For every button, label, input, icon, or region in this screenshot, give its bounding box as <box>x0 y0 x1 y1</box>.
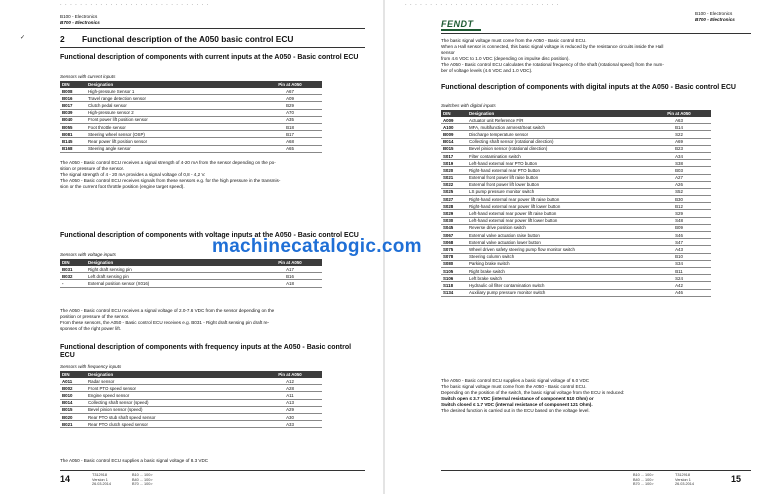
table-row <box>441 224 711 231</box>
table-row <box>441 282 711 289</box>
voltage-inputs-table <box>60 259 322 288</box>
cell-designation: Left brake switch <box>467 275 647 282</box>
footer-line: B70 ... 100> <box>633 482 654 487</box>
cell-pin: A43 <box>647 246 711 253</box>
cell-pin: A35 <box>258 116 322 123</box>
cell-pin: A17 <box>258 266 322 273</box>
paragraph-line: Depending on the position of the switch, the basic signal voltage from the ECU is reduced: <box>441 390 625 395</box>
table-row <box>441 260 711 267</box>
cell-din: S029 <box>441 210 467 217</box>
cell-din: S027 <box>441 196 467 203</box>
cell-din: B017 <box>60 102 86 109</box>
cell-pin: B30 <box>647 196 711 203</box>
cell-pin: A18 <box>258 280 322 287</box>
cell-designation: Right-hand external rear PTO button <box>467 167 647 174</box>
paragraph-line: Switch closed ≤ 1.7 VDC (internal resistance of component 121 Ohm). <box>441 402 593 407</box>
footer-line: Version 1 <box>92 477 108 482</box>
cell-designation: Auxiliary pump pressure monitor switch <box>467 289 647 296</box>
current-inputs-table <box>60 81 322 153</box>
cell-designation: Travel range detection sensor <box>86 95 258 102</box>
cell-din: S078 <box>441 253 467 260</box>
cell-din: B014 <box>441 138 467 145</box>
cell-din: S020 <box>441 167 467 174</box>
cell-din: S134 <box>441 289 467 296</box>
cell-din: S019 <box>441 160 467 167</box>
page-number: 15 <box>731 474 742 484</box>
cell-pin: A26 <box>647 181 711 188</box>
footer-line: B10 ... 100> <box>132 473 153 477</box>
cell-din: S105 <box>441 267 467 274</box>
cell-din: B039 <box>60 109 86 116</box>
table-row <box>60 109 322 116</box>
table-row <box>441 203 711 210</box>
table-row <box>60 385 322 392</box>
table-row <box>441 124 711 131</box>
cell-pin: B17 <box>258 131 322 138</box>
cell-designation: MFA, multifunction armrest/Seat switch <box>467 124 647 131</box>
cell-pin: S46 <box>647 232 711 239</box>
frequency-inputs-text: The A050 - Basic control ECU supplies a basic signal voltage of 8.3 VDC <box>60 458 209 463</box>
cell-designation: Left-hand external rear PTO button <box>467 160 647 167</box>
cell-din: B168 <box>60 145 86 152</box>
paragraph-line: The A050 - Basic control ECU receives a signal voltage of 2.0-7.6 VDC from the sensor depending on the <box>60 308 275 313</box>
cell-designation: Actuator unit Reference F/R <box>467 117 647 124</box>
header-line: B700 - Electronics <box>695 17 735 22</box>
cell-designation: Rear PTO stub shaft speed sensor <box>86 413 258 420</box>
cell-pin: A09 <box>258 95 322 102</box>
cell-designation: High-pressure sensor 2 <box>86 109 258 116</box>
chapter-title: Functional description of the A050 basic control ECU <box>82 34 294 44</box>
col-din: DIN <box>441 110 467 117</box>
cell-pin: A27 <box>647 174 711 181</box>
table-header-row <box>60 259 322 266</box>
cell-designation: External front power lift lower button <box>467 181 647 188</box>
cell-designation: Collecting shaft sensor (rotational direction) <box>467 138 647 145</box>
cell-pin: A33 <box>258 421 322 428</box>
cell-pin: B03 <box>647 167 711 174</box>
cell-din: S118 <box>441 282 467 289</box>
cell-din: B009 <box>441 131 467 138</box>
cell-designation: Front power lift position sensor <box>86 116 258 123</box>
footer-line: 26.03.2014 <box>92 482 112 487</box>
cell-din: B145 <box>60 138 86 145</box>
cell-din: B008 <box>60 88 86 95</box>
paragraph-line: The desired function is carried out in the ECU based on the voltage level. <box>441 408 590 413</box>
col-pin: Pin at A050 <box>647 110 711 117</box>
cell-designation: Rear power lift position sensor <box>86 138 258 145</box>
section-heading-voltage: Functional description of components with voltage inputs at the A050 - Basic control ECU <box>60 232 359 239</box>
header-line: B100 - Electronics <box>60 14 98 19</box>
table-row <box>60 138 322 145</box>
table-row <box>441 217 711 224</box>
cell-pin: A68 <box>258 138 322 145</box>
cell-din: B014 <box>60 399 86 406</box>
table-row <box>60 378 322 385</box>
table-caption: Sensors with current inputs <box>60 74 116 79</box>
cell-pin: S38 <box>647 160 711 167</box>
cell-din: S025 <box>441 188 467 195</box>
table-row <box>60 123 322 130</box>
table-row <box>441 289 711 296</box>
cell-designation: Steering wheel sensor (OSP) <box>86 131 258 138</box>
table-row <box>441 160 711 167</box>
cell-designation: Foot throttle sensor <box>86 123 258 130</box>
header-line: B100 - Electronics <box>695 11 733 16</box>
cell-designation: Collecting shaft sensor (speed) <box>86 399 258 406</box>
cell-din: S017 <box>441 152 467 159</box>
hall-sensor-text <box>441 38 756 74</box>
cell-din: B040 <box>60 116 86 123</box>
paragraph-line: When a Hall sensor is connected, this basic signal voltage is reduced by the resistance circuits inside the Hall <box>441 44 664 49</box>
right-header <box>695 11 735 23</box>
table-caption: Switches with digital inputs <box>441 103 496 108</box>
table-header-row <box>441 110 711 117</box>
cell-designation: Steering column switch <box>467 253 647 260</box>
footer-line: T312918 <box>675 473 690 477</box>
col-pin: Pin at A050 <box>258 81 322 88</box>
cell-din: - <box>60 280 86 287</box>
cell-pin: B14 <box>647 124 711 131</box>
logo-bar <box>441 29 481 31</box>
cell-designation: External position sensor (X016) <box>86 280 258 287</box>
cell-designation: High-pressure Sensor 1 <box>86 88 258 95</box>
paragraph-line: sensor <box>441 50 455 55</box>
cell-pin: S22 <box>647 131 711 138</box>
page-number: 14 <box>60 474 71 484</box>
cell-din: S067 <box>441 232 467 239</box>
cell-designation: Clutch pedal sensor <box>86 102 258 109</box>
paragraph-line: sion or the current foot throttle position (engine target speed). <box>60 184 185 189</box>
section-heading-digital: Functional description of components with digital inputs at the A050 - Basic control ECU <box>441 84 736 91</box>
cell-pin: B23 <box>647 145 711 152</box>
digital-inputs-table <box>441 110 711 297</box>
table-row <box>60 392 322 399</box>
cell-designation: Filter contamination switch <box>467 152 647 159</box>
cell-din: S028 <box>441 203 467 210</box>
frequency-inputs-table <box>60 371 322 428</box>
paragraph-line: The A050 - Basic control ECU calculates the rotational frequency of the shaft (rotational speed) from the num- <box>441 62 664 67</box>
cell-pin: S47 <box>647 239 711 246</box>
page-marker-icon: ✓ <box>20 35 26 41</box>
col-pin: Pin at A050 <box>258 371 322 378</box>
paragraph-line: The basic signal voltage must come from the A050 - Basic control ECU. <box>441 38 587 43</box>
cell-din: B020 <box>60 413 86 420</box>
cell-din: B021 <box>60 421 86 428</box>
cell-designation: Right draft sensing pin <box>86 266 258 273</box>
cell-designation: Engine speed sensor <box>86 392 258 399</box>
cell-pin: S29 <box>647 210 711 217</box>
table-row <box>60 273 322 280</box>
table-row <box>60 399 322 406</box>
footer-line: B40 ... 100> <box>132 477 153 482</box>
footer-rule <box>441 470 751 471</box>
paragraph-line: The A050 - Basic control ECU receives a signal strength of 4-20 mA from the sensor depending on the po- <box>60 160 276 165</box>
table-caption: Sensors with voltage inputs <box>60 252 116 257</box>
cell-pin: B18 <box>258 123 322 130</box>
col-din: DIN <box>60 259 86 266</box>
cell-din: A011 <box>60 378 86 385</box>
col-designation: Designation <box>467 110 647 117</box>
cell-din: B015 <box>441 145 467 152</box>
table-row <box>441 181 711 188</box>
cell-pin: A65 <box>258 145 322 152</box>
paragraph-line: position or pressure of the sensor. <box>60 314 130 319</box>
footer-line: T312918 <box>92 473 107 477</box>
cell-designation: Left-hand external rear power lift lower button <box>467 217 647 224</box>
table-row <box>60 413 322 420</box>
table-row <box>441 131 711 138</box>
chapter-heading <box>60 34 293 44</box>
table-row <box>60 116 322 123</box>
cell-pin: A12 <box>258 378 322 385</box>
header-rule <box>60 28 365 29</box>
table-row <box>441 210 711 217</box>
cell-pin: S34 <box>647 260 711 267</box>
paragraph-line: The A050 - Basic control ECU receives signals from these sensors e.g. for the high pressure in the transmis- <box>60 178 281 183</box>
cell-designation: Parking brake switch <box>467 260 647 267</box>
table-row <box>441 232 711 239</box>
cell-pin: A11 <box>258 392 322 399</box>
cell-din: S068 <box>441 239 467 246</box>
cell-designation: External front power lift raise button <box>467 174 647 181</box>
cell-pin: B29 <box>258 102 322 109</box>
paragraph-line: The A050 - Basic control ECU supplies a basic signal voltage of 6.0 VDC <box>441 378 590 383</box>
cell-pin: A13 <box>258 399 322 406</box>
cell-pin: B11 <box>647 267 711 274</box>
cell-pin: A70 <box>258 109 322 116</box>
table-row <box>441 145 711 152</box>
cell-din: S106 <box>441 275 467 282</box>
watermark: machinecatalogic.com <box>212 236 422 257</box>
section-heading-frequency: Functional description of components with frequency inputs at the A050 - Basic control ECU <box>60 344 352 360</box>
cell-designation: Right-hand external rear power lift lower button <box>467 203 647 210</box>
paragraph-line: From these sensors, the A050 - Basic control ECU receives e.g. B031 - Right draft sensing pin draft re- <box>60 320 270 325</box>
footer-models <box>132 473 153 487</box>
table-row <box>60 131 322 138</box>
table-row <box>441 167 711 174</box>
table-row <box>60 102 322 109</box>
col-pin: Pin at A050 <box>258 259 322 266</box>
cell-pin: A42 <box>647 282 711 289</box>
chapter-number: 2 <box>60 34 65 44</box>
table-row <box>60 421 322 428</box>
cell-pin: A30 <box>258 413 322 420</box>
table-row <box>441 138 711 145</box>
table-row <box>60 88 322 95</box>
table-row <box>60 95 322 102</box>
cell-din: S030 <box>441 217 467 224</box>
cell-pin: A67 <box>258 88 322 95</box>
table-row <box>60 266 322 273</box>
cell-designation: Bevel pinion sensor (speed) <box>86 406 258 413</box>
table-header-row <box>60 371 322 378</box>
table-row <box>441 253 711 260</box>
footer-line: B70 ... 100> <box>132 482 153 487</box>
paragraph-line: The basic signal voltage must come from the A050 - Basic control ECU. <box>441 384 587 389</box>
footer-line: B10 ... 100> <box>633 473 654 477</box>
cell-designation: Wheel driven safety steering pump flow monitor switch <box>467 246 647 253</box>
cell-pin: S48 <box>647 217 711 224</box>
cell-designation: Left draft sensing pin <box>86 273 258 280</box>
cell-pin: A28 <box>258 385 322 392</box>
digital-inputs-text <box>441 378 756 414</box>
cell-pin: B12 <box>647 203 711 210</box>
cell-designation: Radar sensor <box>86 378 258 385</box>
fendt-logo-icon: FENDT <box>441 19 474 29</box>
cell-designation: Left-hand external rear power lift raise button <box>467 210 647 217</box>
paragraph-line: The signal strength of 4 - 20 mA provides a signal voltage of 0,8 - 4,2 V. <box>60 172 206 177</box>
table-row <box>60 145 322 152</box>
cell-designation: Right-hand external rear power lift raise button <box>467 196 647 203</box>
cell-din: A009 <box>441 117 467 124</box>
cell-designation: Discharge temperature sensor <box>467 131 647 138</box>
cell-din: S022 <box>441 181 467 188</box>
cell-pin: A69 <box>647 138 711 145</box>
cell-din: B055 <box>60 123 86 130</box>
paragraph-line: from 4.6 VDC to 1.0 VDC (depending on impulse disc position). <box>441 56 570 61</box>
cell-pin: A29 <box>258 406 322 413</box>
cell-pin: A46 <box>647 289 711 296</box>
current-inputs-text <box>60 160 370 190</box>
col-designation: Designation <box>86 371 258 378</box>
table-row <box>441 196 711 203</box>
cell-designation: Bevel pinion sensor (rotational direction) <box>467 145 647 152</box>
table-row <box>441 275 711 282</box>
cell-din: B016 <box>60 95 86 102</box>
cell-din: S021 <box>441 174 467 181</box>
cell-designation: External valve actuation lower button <box>467 239 647 246</box>
left-header <box>60 14 100 26</box>
cell-designation: Reverse drive position switch <box>467 224 647 231</box>
col-din: DIN <box>60 81 86 88</box>
section-heading-current: Functional description of components with current inputs at the A050 - Basic control ECU <box>60 54 359 61</box>
col-din: DIN <box>60 371 86 378</box>
cell-pin: B10 <box>647 253 711 260</box>
cell-din: S075 <box>441 246 467 253</box>
cell-designation: Rear PTO clutch speed sensor <box>86 421 258 428</box>
cell-din: B015 <box>60 406 86 413</box>
table-row <box>441 188 711 195</box>
paragraph-line: ber of voltage levels (4.6 VDC and 1.0 VDC). <box>441 68 533 73</box>
table-row <box>441 239 711 246</box>
table-row <box>441 117 711 124</box>
cell-designation: External valve actuation raise button <box>467 232 647 239</box>
footer-rule <box>60 470 365 471</box>
header-line: B700 - Electronics <box>60 20 100 25</box>
table-row <box>441 174 711 181</box>
cell-din: B010 <box>60 392 86 399</box>
paragraph-line: sponses of the right power lift. <box>60 326 122 331</box>
cell-din: A100 <box>441 124 467 131</box>
cell-pin: S52 <box>647 188 711 195</box>
footer-models <box>633 473 654 487</box>
cell-din: S080 <box>441 260 467 267</box>
table-header-row <box>60 81 322 88</box>
cell-designation: Right brake switch <box>467 267 647 274</box>
cell-din: S045 <box>441 224 467 231</box>
cell-designation: Steering angle sensor <box>86 145 258 152</box>
footer-doc <box>92 473 111 487</box>
right-page <box>385 0 768 494</box>
table-row <box>441 152 711 159</box>
footer-line: Version 1 <box>675 477 691 482</box>
top-dots: · · · · · · · · · · · · · · · · · · · · · · · · · · · · · · · <box>405 2 560 8</box>
cell-din: B031 <box>60 266 86 273</box>
footer-doc <box>675 473 694 487</box>
cell-designation: Front PTO speed sensor <box>86 385 258 392</box>
cell-din: B081 <box>60 131 86 138</box>
top-dots: · · · · · · · · · · · · · · · · · · · · · · · · · · · · · · <box>60 2 210 8</box>
paragraph-line: Switch open ≤ 3.7 VDC (internal resistance of component 510 Ohm) or <box>441 396 594 401</box>
col-designation: Designation <box>86 81 258 88</box>
cell-pin: B16 <box>258 273 322 280</box>
table-caption: Sensors with frequency inputs <box>60 364 122 369</box>
cell-din: B002 <box>60 385 86 392</box>
cell-din: B032 <box>60 273 86 280</box>
col-designation: Designation <box>86 259 258 266</box>
paragraph-line: sition or pressure of the sensor. <box>60 166 125 171</box>
table-row <box>441 246 711 253</box>
table-row <box>60 406 322 413</box>
cell-pin: A34 <box>647 152 711 159</box>
footer-line: B40 ... 100> <box>633 477 654 482</box>
heading-rule <box>60 47 365 48</box>
cell-pin: A63 <box>647 117 711 124</box>
voltage-inputs-text <box>60 308 370 332</box>
table-row <box>441 267 711 274</box>
table-row <box>60 280 322 287</box>
cell-designation: LS pump pressure monitor switch <box>467 188 647 195</box>
cell-pin: S24 <box>647 275 711 282</box>
footer-line: 26.03.2014 <box>675 482 695 487</box>
header-rule <box>441 33 751 34</box>
cell-pin: B09 <box>647 224 711 231</box>
cell-designation: Hydraulic oil filter contamination switch <box>467 282 647 289</box>
